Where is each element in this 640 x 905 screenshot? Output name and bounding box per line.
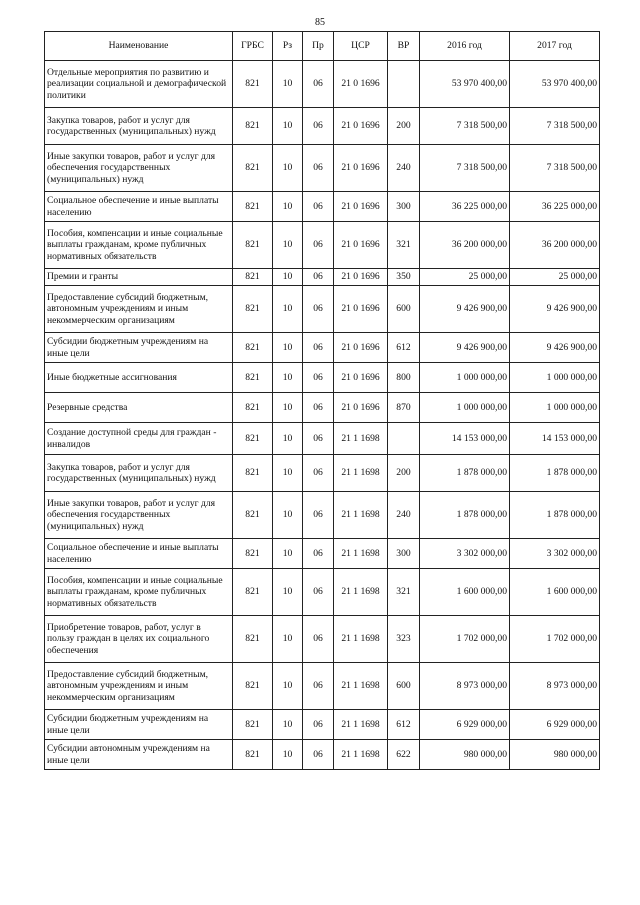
cell-vr: 622 xyxy=(388,740,420,770)
cell-pr: 06 xyxy=(303,455,334,492)
cell-2016: 14 153 000,00 xyxy=(420,423,510,455)
cell-grbs: 821 xyxy=(233,108,273,145)
cell-pr: 06 xyxy=(303,569,334,616)
header-grbs: ГРБС xyxy=(233,32,273,61)
header-pr: Пр xyxy=(303,32,334,61)
table-row xyxy=(45,569,600,616)
cell-vr: 240 xyxy=(388,145,420,192)
cell-grbs: 821 xyxy=(233,740,273,770)
cell-pr: 06 xyxy=(303,663,334,710)
cell-2016: 36 225 000,00 xyxy=(420,192,510,222)
cell-csr: 21 0 1696 xyxy=(334,269,388,286)
cell-2017: 6 929 000,00 xyxy=(510,710,600,740)
cell-rz: 10 xyxy=(273,145,303,192)
cell-rz: 10 xyxy=(273,569,303,616)
cell-pr: 06 xyxy=(303,286,334,333)
cell-grbs: 821 xyxy=(233,333,273,363)
cell-csr: 21 1 1698 xyxy=(334,423,388,455)
cell-grbs: 821 xyxy=(233,539,273,569)
table-row xyxy=(45,423,600,455)
cell-2017: 8 973 000,00 xyxy=(510,663,600,710)
cell-rz: 10 xyxy=(273,333,303,363)
table-row xyxy=(45,393,600,423)
cell-vr: 350 xyxy=(388,269,420,286)
cell-name: Иные бюджетные ассигнования xyxy=(45,363,233,393)
cell-grbs: 821 xyxy=(233,393,273,423)
table-row xyxy=(45,222,600,269)
cell-vr: 612 xyxy=(388,710,420,740)
cell-2017: 36 225 000,00 xyxy=(510,192,600,222)
cell-pr: 06 xyxy=(303,269,334,286)
cell-2017: 1 000 000,00 xyxy=(510,393,600,423)
cell-grbs: 821 xyxy=(233,616,273,663)
cell-name: Предоставление субсидий бюджетным, автономным учреждениям и иным некоммерческим организациям xyxy=(45,663,233,710)
cell-pr: 06 xyxy=(303,423,334,455)
table-row xyxy=(45,663,600,710)
cell-2016: 9 426 900,00 xyxy=(420,286,510,333)
cell-vr xyxy=(388,423,420,455)
cell-grbs: 821 xyxy=(233,492,273,539)
cell-2016: 1 000 000,00 xyxy=(420,393,510,423)
cell-csr: 21 0 1696 xyxy=(334,145,388,192)
cell-vr: 300 xyxy=(388,192,420,222)
cell-vr: 200 xyxy=(388,455,420,492)
cell-vr: 321 xyxy=(388,569,420,616)
cell-csr: 21 0 1696 xyxy=(334,393,388,423)
cell-name: Премии и гранты xyxy=(45,269,233,286)
cell-csr: 21 1 1698 xyxy=(334,569,388,616)
cell-2016: 3 302 000,00 xyxy=(420,539,510,569)
cell-2017: 1 600 000,00 xyxy=(510,569,600,616)
cell-csr: 21 0 1696 xyxy=(334,192,388,222)
cell-rz: 10 xyxy=(273,269,303,286)
table-row xyxy=(45,616,600,663)
cell-csr: 21 1 1698 xyxy=(334,710,388,740)
table-row xyxy=(45,539,600,569)
cell-name: Социальное обеспечение и иные выплаты населению xyxy=(45,539,233,569)
cell-2017: 53 970 400,00 xyxy=(510,61,600,108)
cell-csr: 21 0 1696 xyxy=(334,108,388,145)
cell-grbs: 821 xyxy=(233,710,273,740)
table-row xyxy=(45,710,600,740)
cell-rz: 10 xyxy=(273,192,303,222)
budget-table xyxy=(44,31,600,770)
cell-name: Предоставление субсидий бюджетным, автономным учреждениям и иным некоммерческим организациям xyxy=(45,286,233,333)
header-rz: Рз xyxy=(273,32,303,61)
cell-pr: 06 xyxy=(303,616,334,663)
cell-2017: 9 426 900,00 xyxy=(510,286,600,333)
cell-rz: 10 xyxy=(273,108,303,145)
cell-rz: 10 xyxy=(273,492,303,539)
cell-2017: 980 000,00 xyxy=(510,740,600,770)
cell-2017: 9 426 900,00 xyxy=(510,333,600,363)
cell-grbs: 821 xyxy=(233,286,273,333)
cell-vr: 200 xyxy=(388,108,420,145)
cell-2016: 980 000,00 xyxy=(420,740,510,770)
cell-rz: 10 xyxy=(273,740,303,770)
cell-pr: 06 xyxy=(303,108,334,145)
cell-vr: 300 xyxy=(388,539,420,569)
cell-name: Закупка товаров, работ и услуг для государственных (муниципальных) нужд xyxy=(45,455,233,492)
cell-grbs: 821 xyxy=(233,269,273,286)
cell-grbs: 821 xyxy=(233,569,273,616)
cell-vr: 323 xyxy=(388,616,420,663)
table-row xyxy=(45,333,600,363)
cell-name: Закупка товаров, работ и услуг для государственных (муниципальных) нужд xyxy=(45,108,233,145)
cell-grbs: 821 xyxy=(233,663,273,710)
table-row xyxy=(45,145,600,192)
cell-2017: 14 153 000,00 xyxy=(510,423,600,455)
cell-grbs: 821 xyxy=(233,222,273,269)
cell-rz: 10 xyxy=(273,710,303,740)
cell-name: Субсидии бюджетным учреждениям на иные цели xyxy=(45,710,233,740)
table-row xyxy=(45,61,600,108)
cell-grbs: 821 xyxy=(233,192,273,222)
cell-csr: 21 0 1696 xyxy=(334,286,388,333)
cell-2016: 53 970 400,00 xyxy=(420,61,510,108)
cell-2017: 7 318 500,00 xyxy=(510,145,600,192)
cell-name: Отдельные мероприятия по развитию и реализации социальной и демографической политики xyxy=(45,61,233,108)
cell-2016: 36 200 000,00 xyxy=(420,222,510,269)
cell-name: Приобретение товаров, работ, услуг в пользу граждан в целях их социального обеспечения xyxy=(45,616,233,663)
cell-csr: 21 1 1698 xyxy=(334,616,388,663)
cell-rz: 10 xyxy=(273,663,303,710)
cell-csr: 21 0 1696 xyxy=(334,333,388,363)
cell-rz: 10 xyxy=(273,286,303,333)
table-row xyxy=(45,286,600,333)
cell-name: Субсидии автономным учреждениям на иные цели xyxy=(45,740,233,770)
cell-pr: 06 xyxy=(303,145,334,192)
cell-rz: 10 xyxy=(273,616,303,663)
cell-vr: 800 xyxy=(388,363,420,393)
header-vr: ВР xyxy=(388,32,420,61)
cell-csr: 21 1 1698 xyxy=(334,492,388,539)
cell-2016: 1 878 000,00 xyxy=(420,492,510,539)
cell-vr xyxy=(388,61,420,108)
cell-name: Резервные средства xyxy=(45,393,233,423)
cell-pr: 06 xyxy=(303,61,334,108)
cell-name: Иные закупки товаров, работ и услуг для обеспечения государственных (муниципальных) нужд xyxy=(45,145,233,192)
cell-2017: 7 318 500,00 xyxy=(510,108,600,145)
cell-pr: 06 xyxy=(303,710,334,740)
cell-2016: 8 973 000,00 xyxy=(420,663,510,710)
cell-rz: 10 xyxy=(273,423,303,455)
table-row xyxy=(45,269,600,286)
page-number: 85 xyxy=(315,17,325,28)
header-2017: 2017 год xyxy=(510,32,600,61)
cell-2016: 7 318 500,00 xyxy=(420,145,510,192)
cell-pr: 06 xyxy=(303,393,334,423)
cell-grbs: 821 xyxy=(233,61,273,108)
cell-2016: 25 000,00 xyxy=(420,269,510,286)
cell-grbs: 821 xyxy=(233,363,273,393)
cell-2016: 1 702 000,00 xyxy=(420,616,510,663)
cell-2017: 1 878 000,00 xyxy=(510,455,600,492)
table-row xyxy=(45,740,600,770)
cell-pr: 06 xyxy=(303,363,334,393)
cell-2017: 1 000 000,00 xyxy=(510,363,600,393)
cell-2017: 25 000,00 xyxy=(510,269,600,286)
cell-pr: 06 xyxy=(303,192,334,222)
cell-rz: 10 xyxy=(273,363,303,393)
cell-csr: 21 0 1696 xyxy=(334,61,388,108)
cell-vr: 240 xyxy=(388,492,420,539)
table-row xyxy=(45,363,600,393)
cell-rz: 10 xyxy=(273,393,303,423)
cell-pr: 06 xyxy=(303,539,334,569)
cell-rz: 10 xyxy=(273,61,303,108)
cell-grbs: 821 xyxy=(233,423,273,455)
cell-vr: 321 xyxy=(388,222,420,269)
cell-2017: 3 302 000,00 xyxy=(510,539,600,569)
cell-vr: 870 xyxy=(388,393,420,423)
cell-name: Иные закупки товаров, работ и услуг для обеспечения государственных (муниципальных) нужд xyxy=(45,492,233,539)
cell-pr: 06 xyxy=(303,740,334,770)
cell-name: Социальное обеспечение и иные выплаты населению xyxy=(45,192,233,222)
cell-2017: 36 200 000,00 xyxy=(510,222,600,269)
cell-name: Пособия, компенсации и иные социальные выплаты гражданам, кроме публичных нормативных обязательств xyxy=(45,222,233,269)
cell-pr: 06 xyxy=(303,333,334,363)
cell-rz: 10 xyxy=(273,222,303,269)
header-name: Наименование xyxy=(45,32,233,61)
cell-csr: 21 1 1698 xyxy=(334,740,388,770)
cell-pr: 06 xyxy=(303,492,334,539)
cell-2016: 9 426 900,00 xyxy=(420,333,510,363)
cell-name: Субсидии бюджетным учреждениям на иные цели xyxy=(45,333,233,363)
table-row xyxy=(45,192,600,222)
cell-vr: 600 xyxy=(388,286,420,333)
cell-name: Пособия, компенсации и иные социальные выплаты гражданам, кроме публичных нормативных обязательств xyxy=(45,569,233,616)
header-2016: 2016 год xyxy=(420,32,510,61)
cell-csr: 21 1 1698 xyxy=(334,539,388,569)
table-row xyxy=(45,108,600,145)
table-row xyxy=(45,455,600,492)
cell-rz: 10 xyxy=(273,455,303,492)
cell-2016: 1 600 000,00 xyxy=(420,569,510,616)
cell-2016: 7 318 500,00 xyxy=(420,108,510,145)
cell-rz: 10 xyxy=(273,539,303,569)
cell-grbs: 821 xyxy=(233,455,273,492)
cell-2016: 1 878 000,00 xyxy=(420,455,510,492)
cell-csr: 21 0 1696 xyxy=(334,363,388,393)
cell-csr: 21 1 1698 xyxy=(334,455,388,492)
cell-grbs: 821 xyxy=(233,145,273,192)
table-row xyxy=(45,492,600,539)
cell-pr: 06 xyxy=(303,222,334,269)
cell-2016: 6 929 000,00 xyxy=(420,710,510,740)
header-csr: ЦСР xyxy=(334,32,388,61)
cell-csr: 21 0 1696 xyxy=(334,222,388,269)
cell-vr: 612 xyxy=(388,333,420,363)
table-header-row xyxy=(45,32,600,61)
cell-2017: 1 878 000,00 xyxy=(510,492,600,539)
cell-2016: 1 000 000,00 xyxy=(420,363,510,393)
cell-vr: 600 xyxy=(388,663,420,710)
cell-name: Создание доступной среды для граждан - инвалидов xyxy=(45,423,233,455)
cell-csr: 21 1 1698 xyxy=(334,663,388,710)
cell-2017: 1 702 000,00 xyxy=(510,616,600,663)
